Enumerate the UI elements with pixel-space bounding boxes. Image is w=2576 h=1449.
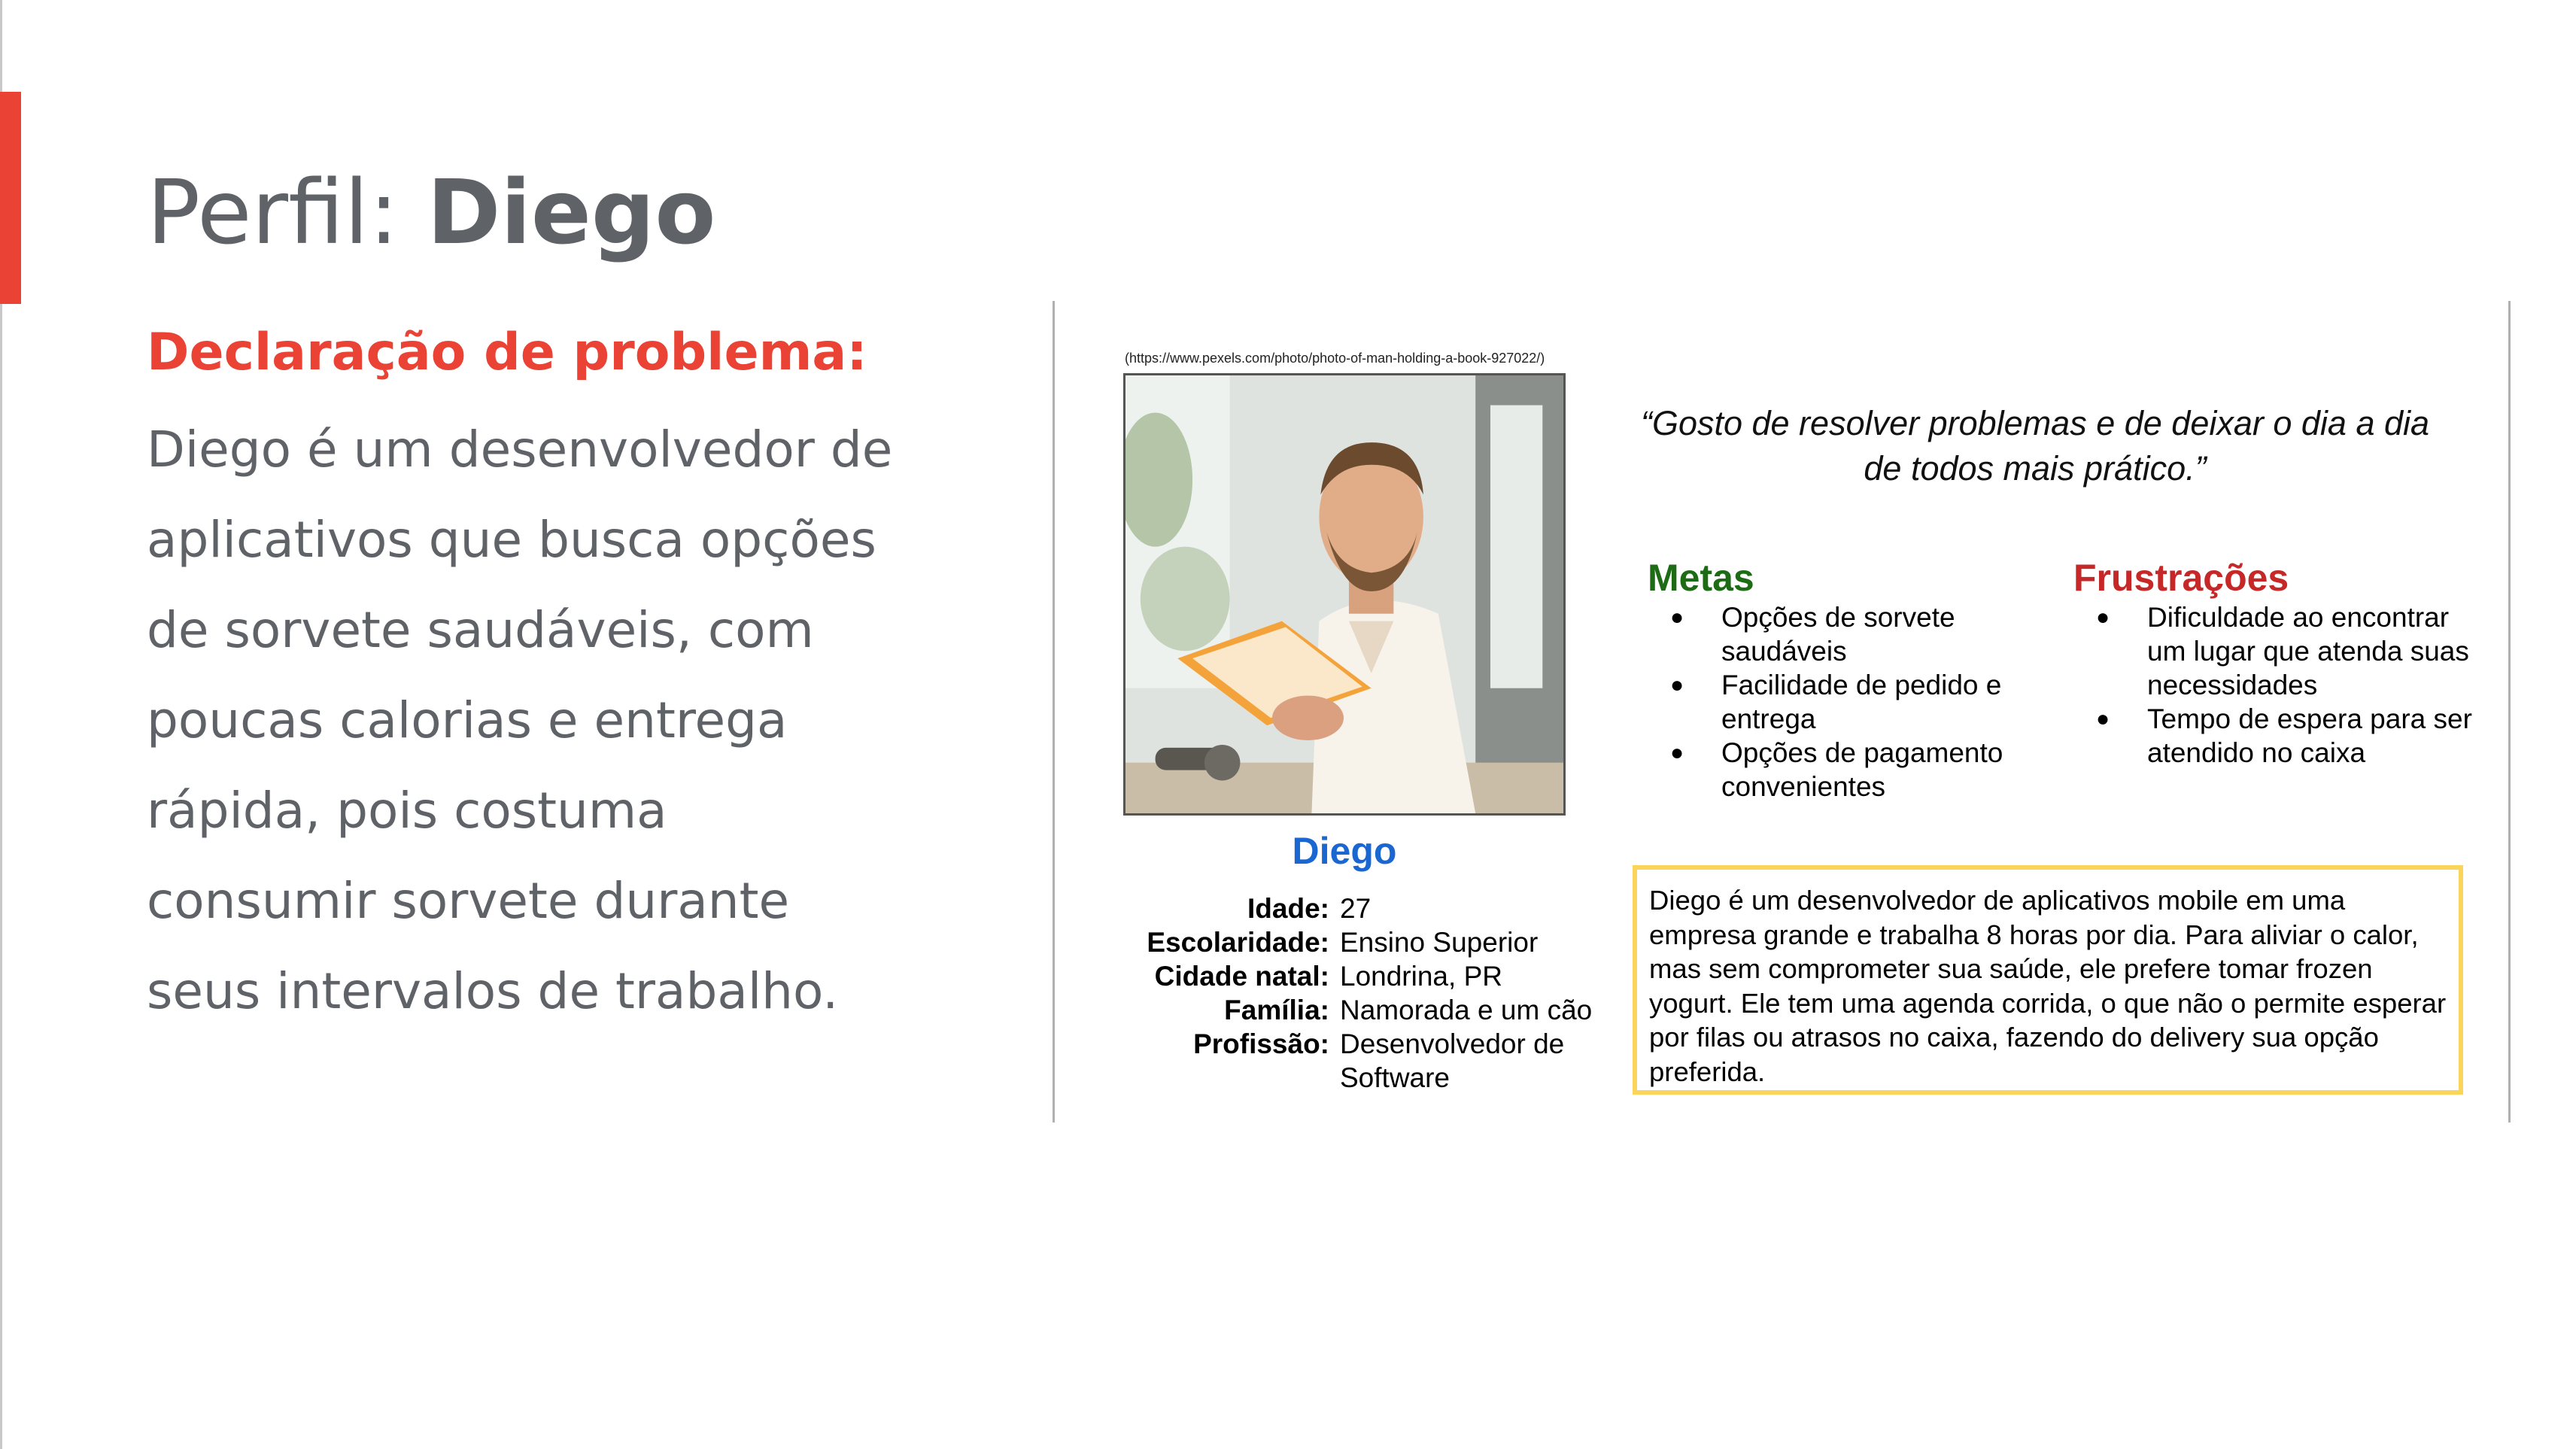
detail-row-hometown	[1053, 959, 1625, 993]
detail-label: Família:	[1224, 995, 1329, 1025]
list-item: ● Facilidade de pedido e entrega	[1648, 668, 2039, 736]
goals-heading: Metas	[1648, 557, 1754, 599]
detail-label: Cidade natal:	[1154, 961, 1329, 992]
list-item: ● Tempo de espera para ser atendido no caixa	[2073, 702, 2480, 770]
list-item: ● Opções de pagamento convenientes	[1648, 736, 2039, 803]
card-divider-right	[2508, 301, 2511, 1122]
detail-row-family	[1053, 993, 1625, 1027]
photo-credit: (https://www.pexels.com/photo/photo-of-man-holding-a-book-927022/)	[1125, 351, 1545, 366]
detail-value: 27	[1340, 893, 1372, 924]
frustrations-heading: Frustrações	[2073, 557, 2289, 599]
title-accent-bar	[0, 92, 21, 304]
detail-row-education	[1053, 925, 1625, 959]
detail-label: Profissão:	[1193, 1028, 1329, 1059]
list-item: ● Opções de sorvete saudáveis	[1648, 600, 2039, 668]
persona-quote: “Gosto de resolver problemas e de deixar o dia a dia de todos mais prático.”	[1640, 404, 2430, 488]
frustrations-list	[2073, 600, 2480, 770]
list-item: ● Dificuldade ao encontrar um lugar que atenda suas necessidades	[2073, 600, 2480, 702]
title-prefix: Perfil:	[147, 160, 427, 264]
man-holding-book-icon	[1125, 375, 1563, 813]
persona-details	[1053, 892, 1625, 1095]
persona-photo	[1123, 373, 1566, 816]
detail-row-profession	[1053, 1027, 1625, 1095]
problem-statement-text: Diego é um desenvolvedor de aplicativos que busca opções de sorvete saudáveis, com poucas calorias e entrega rápida, pois costuma consumir sorvete durante seus intervalos de trabalho.	[147, 421, 893, 1020]
detail-value: Ensino Superior	[1340, 927, 1539, 958]
detail-value: Namorada e um cão	[1340, 995, 1593, 1025]
detail-label: Idade:	[1247, 893, 1329, 924]
page-title	[147, 162, 715, 264]
goals-list	[1648, 600, 2039, 803]
problem-statement-heading: Declaração de problema:	[147, 323, 867, 382]
detail-value: Londrina, PR	[1340, 961, 1502, 992]
detail-value: Desenvolvedor de Software	[1340, 1028, 1565, 1093]
detail-row-age	[1053, 892, 1625, 925]
persona-name: Diego	[1292, 830, 1397, 872]
detail-label: Escolaridade:	[1147, 927, 1329, 958]
title-persona-name: Diego	[427, 160, 716, 264]
persona-summary: Diego é um desenvolvedor de aplicativos mobile em uma empresa grande e trabalha 8 horas por dia. Para aliviar o calor, mas sem comprometer sua saúde, ele prefere tomar frozen yogurt. Ele tem uma agenda corrida, o que não o permite esperar por filas ou atrasos no caixa, fazendo do delivery sua opção preferida.	[1633, 865, 2463, 1095]
